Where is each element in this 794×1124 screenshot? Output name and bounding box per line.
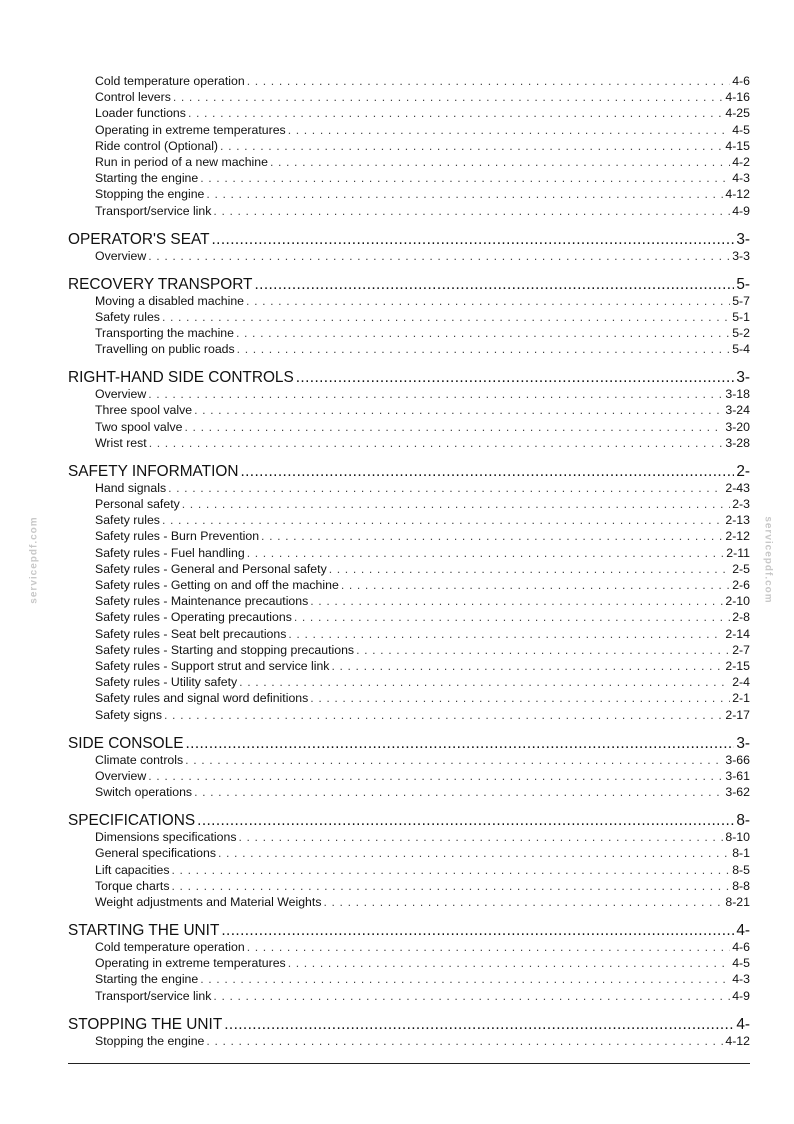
toc-section xyxy=(68,464,750,723)
toc-entry[interactable] xyxy=(68,496,750,512)
toc-section-heading[interactable] xyxy=(68,370,750,386)
entry-label: Run in period of a new machine xyxy=(95,155,268,170)
dot-leader xyxy=(310,690,730,706)
dot-leader xyxy=(172,878,731,894)
toc-entry[interactable] xyxy=(68,690,750,706)
entry-page-number: 3-66 xyxy=(725,752,750,767)
toc-entry[interactable] xyxy=(68,862,750,878)
entry-label: Two spool valve xyxy=(95,419,183,434)
entry-page-number: 3-61 xyxy=(725,768,750,783)
dot-leader xyxy=(270,154,730,170)
entry-label: Overview xyxy=(95,387,147,402)
entry-page-number: 2-8 xyxy=(732,610,750,625)
toc-entry[interactable] xyxy=(68,878,750,894)
dot-leader xyxy=(206,1033,723,1049)
entry-label: Switch operations xyxy=(95,785,193,800)
entry-label: Personal safety xyxy=(95,497,180,512)
entry-page-number: 2-13 xyxy=(725,513,750,528)
dot-leader xyxy=(182,496,730,512)
toc-section-heading[interactable] xyxy=(68,923,750,939)
entry-label: Ride control (Optional) xyxy=(95,138,219,153)
entry-page-number: 4-3 xyxy=(732,171,750,186)
entry-page-number: 8-21 xyxy=(725,894,750,909)
section-title: STARTING THE UNIT xyxy=(68,922,220,939)
toc-entry[interactable] xyxy=(68,528,750,544)
entry-label: Stopping the engine xyxy=(95,1033,205,1048)
entry-page-number: 4-2 xyxy=(732,155,750,170)
toc-entry[interactable] xyxy=(68,674,750,690)
dot-leader xyxy=(238,829,723,845)
dot-leader xyxy=(148,768,723,784)
entry-page-number: 4-6 xyxy=(732,74,750,88)
toc-entry[interactable] xyxy=(68,341,750,357)
entry-label: Safety rules - Support strut and service link xyxy=(95,659,330,674)
footer-rule xyxy=(68,1063,750,1064)
entry-label: Lift capacities xyxy=(95,862,170,877)
entry-page-number: 4-9 xyxy=(732,203,750,218)
toc-entry[interactable] xyxy=(68,480,750,496)
entry-page-number: 4-6 xyxy=(732,939,750,954)
toc-section xyxy=(68,736,750,801)
entry-page-number: 3-18 xyxy=(725,387,750,402)
entry-label: Safety rules - Getting on and off the machine xyxy=(95,578,339,593)
entry-label: Torque charts xyxy=(95,878,170,893)
entry-page-number: 2-17 xyxy=(725,707,750,722)
toc-section xyxy=(68,1017,750,1049)
toc-entry[interactable] xyxy=(68,293,750,309)
toc-section-heading[interactable] xyxy=(68,1017,750,1033)
dot-leader xyxy=(220,138,723,154)
dot-leader xyxy=(200,971,730,987)
entry-label: Wrist rest xyxy=(95,435,147,450)
entry-label: General specifications xyxy=(95,846,216,861)
toc-entry[interactable] xyxy=(68,939,750,955)
entry-page-number: 2-43 xyxy=(725,480,750,495)
entry-page-number: 4-5 xyxy=(732,122,750,137)
toc-entry[interactable] xyxy=(68,154,750,170)
entry-page-number: 4-3 xyxy=(732,972,750,987)
toc-section xyxy=(68,277,750,358)
toc-entry[interactable] xyxy=(68,593,750,609)
dot-leader xyxy=(172,862,731,878)
toc-section xyxy=(68,370,750,451)
dot-leader xyxy=(173,89,724,105)
dot-leader xyxy=(288,626,723,642)
entry-page-number: 2-6 xyxy=(732,578,750,593)
entry-page-number: 2-15 xyxy=(725,659,750,674)
entry-page-number: 2-4 xyxy=(732,675,750,690)
entry-page-number: 8-5 xyxy=(732,862,750,877)
entry-label: Safety rules - Seat belt precautions xyxy=(95,626,287,641)
entry-label: Loader functions xyxy=(95,106,186,121)
dot-leader xyxy=(162,512,723,528)
toc-entry[interactable] xyxy=(68,829,750,845)
section-page-number: 3- xyxy=(736,231,750,248)
toc-entry[interactable] xyxy=(68,73,750,89)
section-title: STOPPING THE UNIT xyxy=(68,1016,223,1033)
toc-section-heading[interactable] xyxy=(68,277,750,293)
watermark-left: servicepdf.com xyxy=(28,516,40,604)
entry-label: Stopping the engine xyxy=(95,187,205,202)
entry-page-number: 4-12 xyxy=(725,1033,750,1048)
entry-page-number: 5-7 xyxy=(732,293,750,308)
entry-page-number: 4-5 xyxy=(732,956,750,971)
entry-page-number: 2-14 xyxy=(725,626,750,641)
dot-leader xyxy=(296,370,735,386)
entry-page-number: 3-62 xyxy=(725,785,750,800)
entry-label: Safety rules - Maintenance precautions xyxy=(95,594,309,609)
toc-entry[interactable] xyxy=(68,658,750,674)
entry-label: Operating in extreme temperatures xyxy=(95,122,286,137)
toc-entry[interactable] xyxy=(68,609,750,625)
dot-leader xyxy=(247,73,731,89)
toc-entry[interactable] xyxy=(68,435,750,451)
toc-entry[interactable] xyxy=(68,122,750,138)
dot-leader xyxy=(261,528,723,544)
toc-entry[interactable] xyxy=(68,894,750,910)
entry-label: Transporting the machine xyxy=(95,326,234,341)
toc-entry[interactable] xyxy=(68,512,750,528)
toc-section-heading[interactable] xyxy=(68,736,750,752)
entry-label: Safety rules - Operating precautions xyxy=(95,610,292,625)
toc-entry[interactable] xyxy=(68,988,750,1004)
entry-page-number: 2-5 xyxy=(732,561,750,576)
entry-label: Climate controls xyxy=(95,752,184,767)
section-page-number: 2- xyxy=(736,463,750,480)
section-title: SPECIFICATIONS xyxy=(68,813,196,830)
entry-label: Safety rules xyxy=(95,513,160,528)
toc-entry[interactable] xyxy=(68,138,750,154)
dot-leader xyxy=(247,545,725,561)
toc-entry[interactable] xyxy=(68,955,750,971)
dot-leader xyxy=(294,609,730,625)
entry-label: Weight adjustments and Material Weights xyxy=(95,894,322,909)
section-title: OPERATOR'S SEAT xyxy=(68,231,210,248)
toc-entry[interactable] xyxy=(68,419,750,435)
section-page-number: 8- xyxy=(736,813,750,830)
toc-entry[interactable] xyxy=(68,561,750,577)
toc-entry[interactable] xyxy=(68,248,750,264)
toc-entry[interactable] xyxy=(68,642,750,658)
dot-leader xyxy=(224,1017,734,1033)
entry-label: Hand signals xyxy=(95,480,167,495)
toc-entry[interactable] xyxy=(68,707,750,723)
toc-entry[interactable] xyxy=(68,89,750,105)
entry-label: Transport/service link xyxy=(95,203,212,218)
section-page-number: 5- xyxy=(736,276,750,293)
toc-entry[interactable] xyxy=(68,309,750,325)
dot-leader xyxy=(148,386,723,402)
dot-leader xyxy=(323,894,723,910)
entry-page-number: 8-10 xyxy=(725,830,750,845)
dot-leader xyxy=(213,988,730,1004)
toc-entry[interactable] xyxy=(68,577,750,593)
dot-leader xyxy=(247,939,731,955)
entry-page-number: 5-4 xyxy=(732,342,750,357)
entry-page-number: 2-12 xyxy=(725,529,750,544)
entry-page-number: 2-10 xyxy=(725,594,750,609)
dot-leader xyxy=(148,248,730,264)
entry-label: Safety signs xyxy=(95,707,162,722)
dot-leader xyxy=(236,325,730,341)
entry-page-number: 3-24 xyxy=(725,403,750,418)
section-page-number: 3- xyxy=(736,735,750,752)
toc-entry[interactable] xyxy=(68,971,750,987)
dot-leader xyxy=(168,480,723,496)
toc-section-heading[interactable] xyxy=(68,232,750,248)
dot-leader xyxy=(194,784,723,800)
section-title: SAFETY INFORMATION xyxy=(68,463,239,480)
entry-label: Cold temperature operation xyxy=(95,74,245,88)
toc-entry[interactable] xyxy=(68,752,750,768)
toc-entry[interactable] xyxy=(68,845,750,861)
dot-leader xyxy=(194,402,723,418)
entry-label: Safety rules - Burn Prevention xyxy=(95,529,260,544)
entry-page-number: 4-12 xyxy=(725,187,750,202)
entry-page-number: 2-7 xyxy=(732,642,750,657)
dot-leader xyxy=(331,658,723,674)
dot-leader xyxy=(213,203,730,219)
toc-section-heading[interactable] xyxy=(68,813,750,829)
entry-label: Transport/service link xyxy=(95,988,212,1003)
toc-entry[interactable] xyxy=(68,170,750,186)
entry-label: Moving a disabled machine xyxy=(95,293,245,308)
section-title: SIDE CONSOLE xyxy=(68,735,184,752)
section-page-number: 4- xyxy=(736,1016,750,1033)
toc-entry[interactable] xyxy=(68,768,750,784)
dot-leader xyxy=(356,642,730,658)
entry-page-number: 4-9 xyxy=(732,988,750,1003)
toc-section xyxy=(68,73,750,219)
dot-leader xyxy=(288,122,731,138)
entry-label: Safety rules - Utility safety xyxy=(95,675,238,690)
entry-page-number: 4-16 xyxy=(725,90,750,105)
section-page-number: 4- xyxy=(736,922,750,939)
entry-label: Overview xyxy=(95,248,147,263)
toc-entry[interactable] xyxy=(68,105,750,121)
entry-page-number: 8-8 xyxy=(732,878,750,893)
dot-leader xyxy=(185,752,723,768)
dot-leader xyxy=(149,435,724,451)
table-of-contents xyxy=(68,73,750,1049)
toc-section-heading[interactable] xyxy=(68,464,750,480)
entry-page-number: 5-2 xyxy=(732,326,750,341)
entry-page-number: 2-1 xyxy=(732,691,750,706)
entry-label: Starting the engine xyxy=(95,972,199,987)
toc-entry[interactable] xyxy=(68,1033,750,1049)
toc-entry[interactable] xyxy=(68,784,750,800)
dot-leader xyxy=(164,707,723,723)
toc-entry[interactable] xyxy=(68,186,750,202)
dot-leader xyxy=(246,293,730,309)
dot-leader xyxy=(310,593,723,609)
entry-page-number: 8-1 xyxy=(732,846,750,861)
dot-leader xyxy=(206,186,723,202)
dot-leader xyxy=(329,561,731,577)
entry-label: Dimensions specifications xyxy=(95,830,237,845)
dot-leader xyxy=(218,845,730,861)
toc-entry[interactable] xyxy=(68,545,750,561)
entry-label: Safety rules - Starting and stopping precautions xyxy=(95,642,355,657)
entry-page-number: 3-3 xyxy=(732,248,750,263)
entry-label: Control levers xyxy=(95,90,171,105)
entry-label: Safety rules - Fuel handling xyxy=(95,545,245,560)
dot-leader xyxy=(254,277,734,293)
toc-section xyxy=(68,923,750,1004)
dot-leader xyxy=(221,923,734,939)
toc-entry[interactable] xyxy=(68,626,750,642)
entry-label: Safety rules - General and Personal safety xyxy=(95,561,327,576)
dot-leader xyxy=(341,577,730,593)
dot-leader xyxy=(237,341,731,357)
dot-leader xyxy=(211,232,734,248)
dot-leader xyxy=(200,170,730,186)
entry-label: Three spool valve xyxy=(95,403,193,418)
dot-leader xyxy=(288,955,731,971)
entry-label: Safety rules xyxy=(95,309,160,324)
dot-leader xyxy=(240,464,734,480)
entry-page-number: 3-28 xyxy=(725,435,750,450)
toc-entry[interactable] xyxy=(68,402,750,418)
section-page-number: 3- xyxy=(736,370,750,387)
dot-leader xyxy=(162,309,730,325)
entry-page-number: 2-3 xyxy=(732,497,750,512)
dot-leader xyxy=(185,736,734,752)
watermark-right: servicepdf.com xyxy=(762,516,774,604)
entry-label: Travelling on public roads xyxy=(95,342,235,357)
toc-entry[interactable] xyxy=(68,325,750,341)
entry-label: Safety rules and signal word definitions xyxy=(95,691,309,706)
entry-label: Overview xyxy=(95,768,147,783)
entry-page-number: 4-15 xyxy=(725,138,750,153)
entry-page-number: 2-11 xyxy=(726,545,750,560)
entry-page-number: 5-1 xyxy=(732,309,750,324)
toc-entry[interactable] xyxy=(68,203,750,219)
toc-entry[interactable] xyxy=(68,386,750,402)
entry-label: Operating in extreme temperatures xyxy=(95,956,286,971)
dot-leader xyxy=(185,419,724,435)
section-title: RECOVERY TRANSPORT xyxy=(68,276,253,293)
section-title: RIGHT-HAND SIDE CONTROLS xyxy=(68,370,294,387)
toc-section xyxy=(68,813,750,910)
entry-page-number: 4-25 xyxy=(725,106,750,121)
toc-section xyxy=(68,232,750,264)
entry-label: Cold temperature operation xyxy=(95,939,245,954)
dot-leader xyxy=(188,105,723,121)
dot-leader xyxy=(197,813,734,829)
dot-leader xyxy=(239,674,730,690)
entry-page-number: 3-20 xyxy=(725,419,750,434)
entry-label: Starting the engine xyxy=(95,171,199,186)
